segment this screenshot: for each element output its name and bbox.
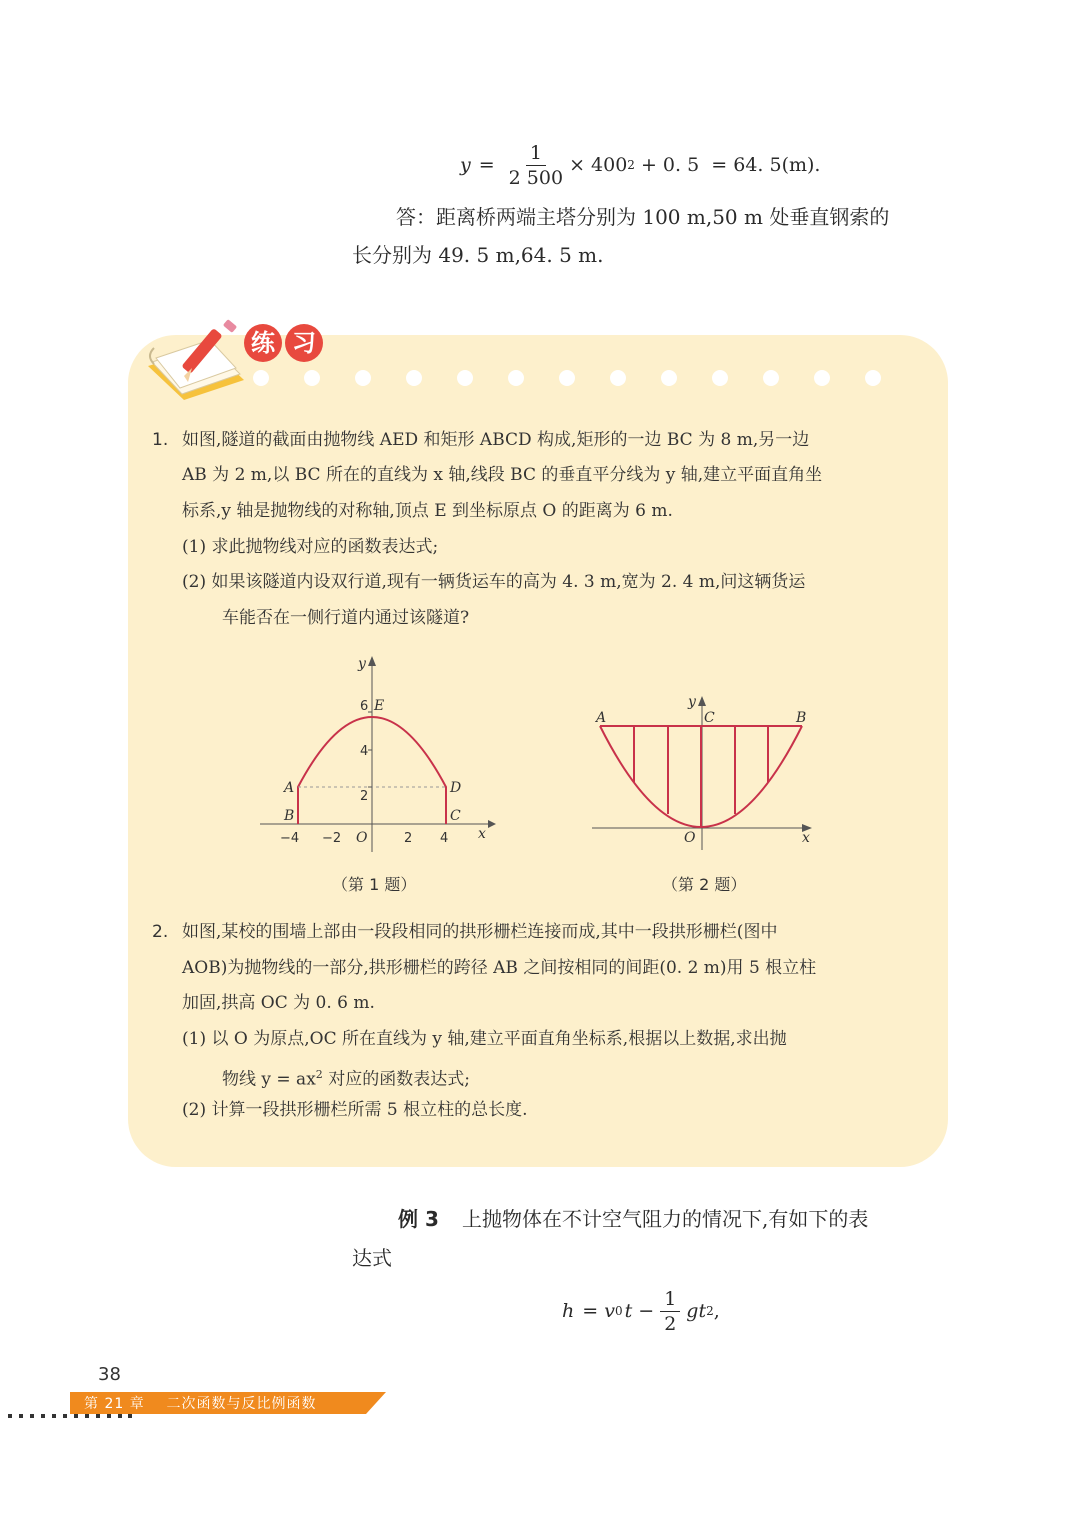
dot <box>865 370 881 386</box>
q2-sub-1-line-2-post: 对应的函数表达式; <box>322 1069 470 1090</box>
figure-1-tunnel <box>252 652 502 862</box>
q2-sub-2: (2) 计算一段拱形栅栏所需 5 根立柱的总长度. <box>182 1100 528 1120</box>
dot <box>508 370 524 386</box>
badge-char-1: 练 <box>251 329 275 357</box>
dot <box>712 370 728 386</box>
chapter-title: 第 21 章 二次函数与反比例函数 <box>84 1396 317 1412</box>
fig1-xtick--4: −4 <box>280 831 300 846</box>
q2-sub-1-exponent: 2 <box>315 1068 323 1081</box>
formula-rest: + 0. 5 = 64. 5(m). <box>634 154 821 176</box>
figure-1-caption: （第 1 题） <box>332 875 417 894</box>
fig2-y-label: y <box>688 694 696 710</box>
q2-sub-1-line-2-pre: 物线 y = ax <box>222 1069 316 1090</box>
q2-sub-1-line-2 <box>222 1063 470 1092</box>
formula-eq: = <box>478 154 495 176</box>
fig1-x-arrow <box>488 820 496 828</box>
answer-line-1: 答：距离桥两端主塔分别为 100 m,50 m 处垂直钢索的 <box>396 205 890 229</box>
formula-h: h <box>562 1300 575 1322</box>
formula-exp-2: 2 <box>706 1304 714 1318</box>
formula-v: = v <box>582 1300 615 1322</box>
dot <box>559 370 575 386</box>
q2-line-2: AOB)为抛物线的一部分,拱形栅栏的跨径 AB 之间按相同的间距(0. 2 m)用 5 根立柱 <box>182 958 817 978</box>
q1-line-3: 标系,y 轴是抛物线的对称轴,顶点 E 到坐标原点 O 的距离为 6 m. <box>182 501 673 521</box>
formula-half <box>660 1289 680 1334</box>
answer-line-2: 长分别为 49. 5 m,64. 5 m. <box>352 243 604 267</box>
fig1-point-d: D <box>450 780 462 796</box>
fig1-xtick-4: 4 <box>440 831 449 846</box>
half-numerator: 1 <box>660 1289 680 1312</box>
fig2-x-label: x <box>802 830 810 846</box>
half-denominator: 2 <box>664 1312 677 1335</box>
q2-number: 2. <box>152 922 169 942</box>
dot <box>661 370 677 386</box>
formula-gt: gt <box>686 1300 707 1322</box>
formula-t: t − <box>624 1300 655 1322</box>
page-number: 38 <box>98 1364 121 1385</box>
dot <box>355 370 371 386</box>
badge-char-2: 习 <box>292 329 316 357</box>
q1-sub-2-line-1: (2) 如果该隧道内设双行道,现有一辆货运车的高为 4. 3 m,宽为 2. 4 m,问这辆货运 <box>182 572 806 592</box>
fraction-numerator: 1 <box>526 143 546 166</box>
fig1-ytick-2: 2 <box>360 789 369 804</box>
example-3-label: 例 3 <box>398 1207 439 1231</box>
fig1-origin: O <box>356 830 368 846</box>
q2-line-1: 如图,某校的围墙上部由一段段相同的拱形栅栏连接而成,其中一段拱形栅栏(图中 <box>182 922 778 942</box>
fig1-point-c: C <box>450 808 461 824</box>
fig2-point-b: B <box>796 710 807 726</box>
q1-number: 1. <box>152 430 169 450</box>
fig1-point-a: A <box>284 780 295 796</box>
dot <box>763 370 779 386</box>
formula-sub-0: 0 <box>614 1304 623 1318</box>
top-formula <box>460 140 820 190</box>
formula-exponent: 2 <box>627 158 635 172</box>
fig1-point-b: B <box>284 808 295 824</box>
figure-2-arch-fence <box>588 690 820 854</box>
fig1-ytick-6: 6 <box>360 699 369 714</box>
q1-line-1: 如图,隧道的截面由抛物线 AED 和矩形 ABCD 构成,矩形的一边 BC 为 8 m,另一边 <box>182 430 810 450</box>
notebook-pencil-icon <box>140 318 260 408</box>
example-3-line-1: 上抛物体在不计空气阻力的情况下,有如下的表 <box>462 1207 869 1231</box>
fig1-y-arrow <box>368 656 376 666</box>
q2-sub-1-line-1: (1) 以 O 为原点,OC 所在直线为 y 轴,建立平面直角坐标系,根据以上数据,求出抛 <box>182 1029 787 1049</box>
formula-comma: , <box>713 1300 720 1322</box>
formula-lhs: y <box>460 154 471 176</box>
fig1-y-label: y <box>358 656 366 672</box>
dot <box>610 370 626 386</box>
footer-dotted-line <box>8 1414 132 1420</box>
fig2-point-c: C <box>704 710 715 726</box>
dot <box>304 370 320 386</box>
fig1-xtick--2: −2 <box>322 831 342 846</box>
fig1-x-label: x <box>478 826 486 842</box>
example-3-line-2: 达式 <box>352 1246 392 1270</box>
q2-line-3: 加固,拱高 OC 为 0. 6 m. <box>182 993 375 1013</box>
fig1-xtick-2: 2 <box>404 831 413 846</box>
fig2-y-arrow <box>698 696 706 706</box>
q1-sub-2-line-2: 车能否在一侧行道内通过该隧道? <box>222 608 470 628</box>
formula-fraction <box>509 143 563 188</box>
figure-2-caption: （第 2 题） <box>662 875 747 894</box>
fraction-denominator: 2 500 <box>508 166 564 189</box>
fig1-point-e: E <box>374 698 385 714</box>
fig2-point-a: A <box>596 710 607 726</box>
formula-times: × 400 <box>569 154 628 176</box>
dot <box>814 370 830 386</box>
fig2-point-o: O <box>684 830 696 846</box>
q1-line-2: AB 为 2 m,以 BC 所在的直线为 x 轴,线段 BC 的垂直平分线为 y 轴,建立平面直角坐 <box>182 465 823 485</box>
dot <box>457 370 473 386</box>
example-3-formula <box>562 1286 720 1336</box>
dot <box>406 370 422 386</box>
q1-sub-1: (1) 求此抛物线对应的函数表达式; <box>182 537 439 557</box>
fig1-ytick-4: 4 <box>360 744 369 759</box>
